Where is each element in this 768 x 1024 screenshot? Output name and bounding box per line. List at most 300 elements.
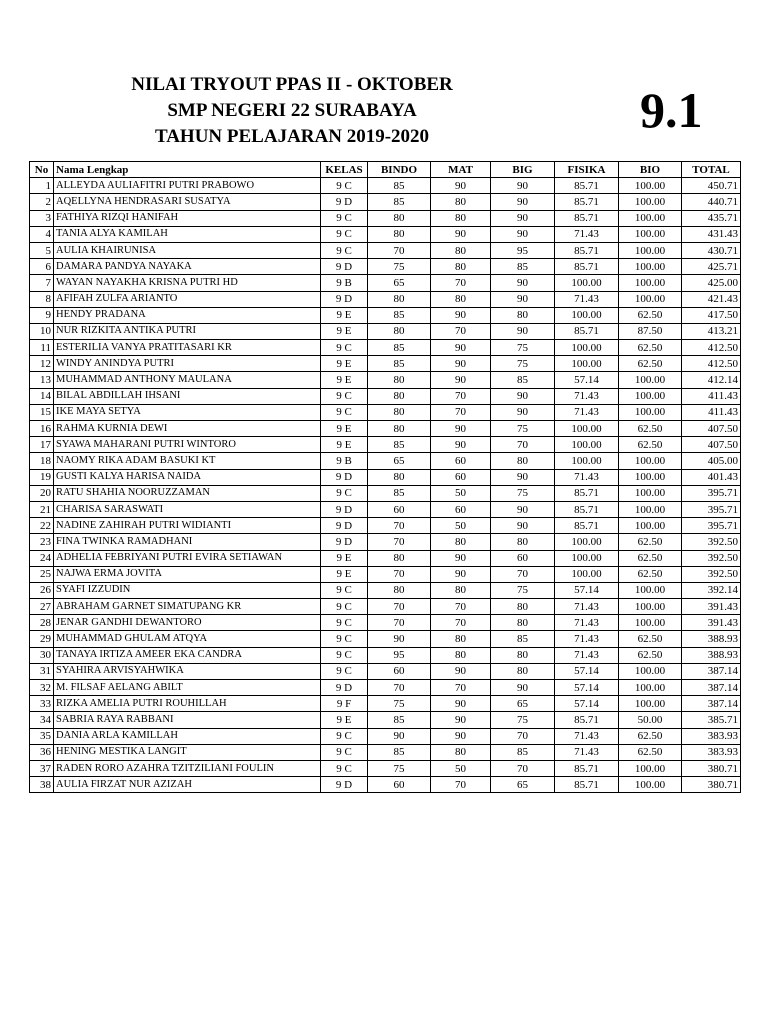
cell-mat: 50 (431, 518, 491, 534)
cell-fisika: 85.71 (555, 210, 619, 226)
table-row (30, 421, 741, 437)
cell-fisika: 85.71 (555, 518, 619, 534)
cell-big: 75 (491, 421, 555, 437)
col-header-kelas: KELAS (321, 162, 368, 178)
cell-name: NAOMY RIKA ADAM BASUKI KT (54, 453, 321, 469)
cell-bio: 100.00 (619, 599, 682, 615)
cell-fisika: 57.14 (555, 372, 619, 388)
cell-bindo: 70 (368, 599, 431, 615)
cell-kelas: 9 D (321, 469, 368, 485)
table-row (30, 712, 741, 728)
document-header (0, 72, 584, 150)
cell-bio: 62.50 (619, 647, 682, 663)
cell-kelas: 9 E (321, 712, 368, 728)
cell-bio: 100.00 (619, 663, 682, 679)
table-row (30, 518, 741, 534)
cell-big: 90 (491, 469, 555, 485)
cell-no: 38 (30, 777, 54, 793)
cell-mat: 70 (431, 388, 491, 404)
cell-name: NUR RIZKITA ANTIKA PUTRI (54, 323, 321, 339)
cell-bindo: 60 (368, 663, 431, 679)
cell-name: RIZKA AMELIA PUTRI ROUHILLAH (54, 696, 321, 712)
col-header-bio: BIO (619, 162, 682, 178)
cell-total: 412.14 (682, 372, 741, 388)
cell-big: 85 (491, 372, 555, 388)
cell-kelas: 9 C (321, 242, 368, 258)
cell-kelas: 9 F (321, 696, 368, 712)
cell-bio: 100.00 (619, 453, 682, 469)
table-row (30, 291, 741, 307)
cell-name: NADINE ZAHIRAH PUTRI WIDIANTI (54, 518, 321, 534)
cell-mat: 90 (431, 356, 491, 372)
cell-bio: 100.00 (619, 178, 682, 194)
cell-big: 90 (491, 680, 555, 696)
cell-kelas: 9 D (321, 291, 368, 307)
cell-bindo: 85 (368, 340, 431, 356)
table-row (30, 469, 741, 485)
cell-bio: 100.00 (619, 696, 682, 712)
cell-mat: 50 (431, 485, 491, 501)
cell-total: 412.50 (682, 340, 741, 356)
cell-kelas: 9 C (321, 647, 368, 663)
cell-kelas: 9 E (321, 323, 368, 339)
table-row (30, 680, 741, 696)
table-row (30, 744, 741, 760)
cell-name: FATHIYA RIZQI HANIFAH (54, 210, 321, 226)
cell-name: GUSTI KALYA HARISA NAIDA (54, 469, 321, 485)
cell-mat: 70 (431, 777, 491, 793)
cell-fisika: 100.00 (555, 356, 619, 372)
cell-name: DAMARA PANDYA NAYAKA (54, 259, 321, 275)
cell-bindo: 80 (368, 582, 431, 598)
cell-bio: 50.00 (619, 712, 682, 728)
cell-big: 80 (491, 534, 555, 550)
cell-total: 407.50 (682, 437, 741, 453)
cell-total: 401.43 (682, 469, 741, 485)
cell-big: 80 (491, 615, 555, 631)
cell-bindo: 75 (368, 696, 431, 712)
cell-mat: 50 (431, 760, 491, 776)
cell-total: 391.43 (682, 615, 741, 631)
cell-no: 6 (30, 259, 54, 275)
table-row (30, 453, 741, 469)
cell-big: 70 (491, 760, 555, 776)
cell-fisika: 85.71 (555, 259, 619, 275)
cell-no: 33 (30, 696, 54, 712)
cell-mat: 90 (431, 372, 491, 388)
table-row (30, 728, 741, 744)
cell-name: RAHMA KURNIA DEWI (54, 421, 321, 437)
cell-bio: 100.00 (619, 291, 682, 307)
cell-total: 391.43 (682, 599, 741, 615)
cell-kelas: 9 B (321, 275, 368, 291)
cell-fisika: 85.71 (555, 178, 619, 194)
cell-fisika: 85.71 (555, 760, 619, 776)
cell-fisika: 57.14 (555, 696, 619, 712)
cell-name: DANIA ARLA KAMILLAH (54, 728, 321, 744)
col-header-fisika: FISIKA (555, 162, 619, 178)
cell-fisika: 71.43 (555, 631, 619, 647)
cell-kelas: 9 C (321, 582, 368, 598)
cell-name: SYAHIRA ARVISYAHWIKA (54, 663, 321, 679)
cell-kelas: 9 C (321, 485, 368, 501)
table-row (30, 647, 741, 663)
cell-name: M. FILSAF AELANG ABILT (54, 680, 321, 696)
cell-kelas: 9 E (321, 437, 368, 453)
cell-total: 407.50 (682, 421, 741, 437)
cell-total: 411.43 (682, 404, 741, 420)
table-row (30, 566, 741, 582)
table-row (30, 259, 741, 275)
cell-kelas: 9 C (321, 388, 368, 404)
cell-big: 75 (491, 712, 555, 728)
cell-fisika: 71.43 (555, 647, 619, 663)
cell-bindo: 85 (368, 437, 431, 453)
cell-fisika: 100.00 (555, 275, 619, 291)
cell-bio: 100.00 (619, 615, 682, 631)
cell-fisika: 71.43 (555, 469, 619, 485)
cell-bio: 100.00 (619, 194, 682, 210)
table-row (30, 226, 741, 242)
cell-bindo: 85 (368, 485, 431, 501)
cell-big: 90 (491, 404, 555, 420)
cell-total: 395.71 (682, 518, 741, 534)
cell-no: 20 (30, 485, 54, 501)
cell-name: HENDY PRADANA (54, 307, 321, 323)
cell-name: SYAWA MAHARANI PUTRI WINTORO (54, 437, 321, 453)
cell-bindo: 80 (368, 550, 431, 566)
cell-mat: 80 (431, 210, 491, 226)
cell-no: 7 (30, 275, 54, 291)
col-header-total: TOTAL (682, 162, 741, 178)
cell-big: 90 (491, 518, 555, 534)
cell-mat: 80 (431, 582, 491, 598)
cell-mat: 90 (431, 696, 491, 712)
cell-bindo: 60 (368, 777, 431, 793)
cell-kelas: 9 D (321, 194, 368, 210)
cell-total: 435.71 (682, 210, 741, 226)
cell-name: TANAYA IRTIZA AMEER EKA CANDRA (54, 647, 321, 663)
cell-total: 388.93 (682, 631, 741, 647)
table-row (30, 242, 741, 258)
cell-big: 90 (491, 388, 555, 404)
cell-total: 413.21 (682, 323, 741, 339)
cell-no: 31 (30, 663, 54, 679)
cell-kelas: 9 C (321, 178, 368, 194)
cell-no: 16 (30, 421, 54, 437)
cell-big: 80 (491, 307, 555, 323)
cell-bio: 100.00 (619, 469, 682, 485)
cell-total: 387.14 (682, 696, 741, 712)
cell-name: HENING MESTIKA LANGIT (54, 744, 321, 760)
cell-fisika: 57.14 (555, 582, 619, 598)
cell-big: 90 (491, 275, 555, 291)
cell-name: SYAFI IZZUDIN (54, 582, 321, 598)
cell-big: 80 (491, 453, 555, 469)
cell-bindo: 80 (368, 291, 431, 307)
cell-total: 417.50 (682, 307, 741, 323)
cell-fisika: 100.00 (555, 453, 619, 469)
cell-kelas: 9 C (321, 210, 368, 226)
cell-fisika: 85.71 (555, 777, 619, 793)
cell-bindo: 70 (368, 615, 431, 631)
cell-big: 75 (491, 340, 555, 356)
cell-big: 90 (491, 178, 555, 194)
cell-mat: 90 (431, 307, 491, 323)
cell-big: 80 (491, 599, 555, 615)
cell-bindo: 65 (368, 453, 431, 469)
cell-no: 32 (30, 680, 54, 696)
cell-mat: 90 (431, 712, 491, 728)
cell-bio: 62.50 (619, 421, 682, 437)
cell-kelas: 9 E (321, 307, 368, 323)
table-row (30, 760, 741, 776)
cell-bio: 100.00 (619, 388, 682, 404)
cell-bio: 100.00 (619, 275, 682, 291)
cell-total: 450.71 (682, 178, 741, 194)
cell-bio: 100.00 (619, 582, 682, 598)
cell-bindo: 80 (368, 469, 431, 485)
cell-no: 17 (30, 437, 54, 453)
class-code: 9.1 (640, 82, 703, 138)
cell-mat: 90 (431, 421, 491, 437)
cell-fisika: 85.71 (555, 242, 619, 258)
cell-no: 2 (30, 194, 54, 210)
table-row (30, 404, 741, 420)
cell-total: 405.00 (682, 453, 741, 469)
cell-kelas: 9 D (321, 259, 368, 275)
cell-mat: 70 (431, 599, 491, 615)
table-row (30, 534, 741, 550)
cell-fisika: 85.71 (555, 323, 619, 339)
cell-name: AFIFAH ZULFA ARIANTO (54, 291, 321, 307)
table-row (30, 323, 741, 339)
table-row (30, 777, 741, 793)
cell-total: 425.71 (682, 259, 741, 275)
cell-name: TANIA ALYA KAMILAH (54, 226, 321, 242)
cell-mat: 90 (431, 226, 491, 242)
cell-no: 4 (30, 226, 54, 242)
cell-big: 75 (491, 582, 555, 598)
cell-name: RATU SHAHIA NOORUZZAMAN (54, 485, 321, 501)
cell-no: 37 (30, 760, 54, 776)
cell-mat: 80 (431, 647, 491, 663)
cell-name: MUHAMMAD GHULAM ATQYA (54, 631, 321, 647)
cell-bindo: 80 (368, 372, 431, 388)
cell-kelas: 9 C (321, 744, 368, 760)
cell-kelas: 9 C (321, 226, 368, 242)
cell-kelas: 9 C (321, 599, 368, 615)
cell-no: 1 (30, 178, 54, 194)
cell-mat: 90 (431, 566, 491, 582)
cell-big: 70 (491, 728, 555, 744)
cell-big: 60 (491, 550, 555, 566)
table-row (30, 340, 741, 356)
table-row (30, 437, 741, 453)
cell-fisika: 71.43 (555, 599, 619, 615)
cell-bindo: 75 (368, 760, 431, 776)
table-row (30, 550, 741, 566)
cell-mat: 70 (431, 680, 491, 696)
cell-bindo: 85 (368, 307, 431, 323)
cell-no: 22 (30, 518, 54, 534)
cell-total: 380.71 (682, 760, 741, 776)
cell-big: 80 (491, 663, 555, 679)
cell-total: 425.00 (682, 275, 741, 291)
cell-fisika: 71.43 (555, 404, 619, 420)
cell-total: 385.71 (682, 712, 741, 728)
cell-mat: 60 (431, 453, 491, 469)
cell-kelas: 9 C (321, 760, 368, 776)
cell-mat: 80 (431, 259, 491, 275)
cell-no: 12 (30, 356, 54, 372)
cell-name: ADHELIA FEBRIYANI PUTRI EVIRA SETIAWAN (54, 550, 321, 566)
cell-bio: 62.50 (619, 566, 682, 582)
cell-bindo: 85 (368, 744, 431, 760)
cell-name: ESTERILIA VANYA PRATITASARI KR (54, 340, 321, 356)
cell-kelas: 9 C (321, 631, 368, 647)
cell-bindo: 80 (368, 226, 431, 242)
cell-fisika: 71.43 (555, 728, 619, 744)
table-row (30, 275, 741, 291)
cell-bio: 62.50 (619, 728, 682, 744)
cell-bindo: 80 (368, 388, 431, 404)
cell-kelas: 9 D (321, 534, 368, 550)
cell-total: 412.50 (682, 356, 741, 372)
cell-kelas: 9 E (321, 421, 368, 437)
cell-name: AULIA FIRZAT NUR AZIZAH (54, 777, 321, 793)
cell-name: FINA TWINKA RAMADHANI (54, 534, 321, 550)
cell-no: 29 (30, 631, 54, 647)
table-row (30, 631, 741, 647)
cell-fisika: 71.43 (555, 388, 619, 404)
table-row (30, 356, 741, 372)
cell-big: 90 (491, 323, 555, 339)
cell-fisika: 71.43 (555, 744, 619, 760)
cell-name: IKE MAYA SETYA (54, 404, 321, 420)
cell-no: 11 (30, 340, 54, 356)
cell-bindo: 60 (368, 501, 431, 517)
cell-total: 387.14 (682, 663, 741, 679)
cell-mat: 70 (431, 323, 491, 339)
cell-bio: 62.50 (619, 744, 682, 760)
cell-total: 392.50 (682, 534, 741, 550)
cell-bindo: 80 (368, 323, 431, 339)
cell-big: 70 (491, 566, 555, 582)
table-header-row (30, 162, 741, 178)
cell-kelas: 9 C (321, 663, 368, 679)
cell-big: 90 (491, 194, 555, 210)
cell-fisika: 85.71 (555, 485, 619, 501)
table-row (30, 696, 741, 712)
cell-fisika: 100.00 (555, 566, 619, 582)
cell-kelas: 9 C (321, 340, 368, 356)
cell-total: 392.50 (682, 550, 741, 566)
cell-big: 80 (491, 647, 555, 663)
cell-bio: 62.50 (619, 534, 682, 550)
cell-kelas: 9 E (321, 356, 368, 372)
cell-mat: 80 (431, 534, 491, 550)
cell-bindo: 80 (368, 210, 431, 226)
cell-name: MUHAMMAD ANTHONY MAULANA (54, 372, 321, 388)
cell-mat: 80 (431, 194, 491, 210)
cell-bio: 100.00 (619, 760, 682, 776)
cell-kelas: 9 E (321, 372, 368, 388)
cell-big: 75 (491, 356, 555, 372)
table-row (30, 307, 741, 323)
table-row (30, 582, 741, 598)
cell-no: 26 (30, 582, 54, 598)
cell-kelas: 9 D (321, 518, 368, 534)
cell-kelas: 9 E (321, 550, 368, 566)
cell-bindo: 70 (368, 518, 431, 534)
cell-kelas: 9 D (321, 777, 368, 793)
cell-no: 27 (30, 599, 54, 615)
cell-no: 19 (30, 469, 54, 485)
cell-total: 383.93 (682, 728, 741, 744)
cell-mat: 70 (431, 404, 491, 420)
cell-total: 395.71 (682, 501, 741, 517)
cell-no: 36 (30, 744, 54, 760)
table-row (30, 485, 741, 501)
cell-bio: 100.00 (619, 404, 682, 420)
cell-kelas: 9 D (321, 501, 368, 517)
cell-mat: 80 (431, 744, 491, 760)
cell-big: 90 (491, 501, 555, 517)
cell-bio: 100.00 (619, 259, 682, 275)
cell-mat: 80 (431, 631, 491, 647)
col-header-no: No (30, 162, 54, 178)
cell-no: 34 (30, 712, 54, 728)
cell-bio: 100.00 (619, 518, 682, 534)
table-row (30, 372, 741, 388)
cell-total: 388.93 (682, 647, 741, 663)
cell-no: 3 (30, 210, 54, 226)
cell-kelas: 9 D (321, 680, 368, 696)
cell-fisika: 57.14 (555, 663, 619, 679)
cell-fisika: 85.71 (555, 501, 619, 517)
cell-name: NAJWA ERMA JOVITA (54, 566, 321, 582)
cell-big: 65 (491, 777, 555, 793)
cell-total: 430.71 (682, 242, 741, 258)
cell-no: 30 (30, 647, 54, 663)
cell-no: 10 (30, 323, 54, 339)
cell-bio: 100.00 (619, 210, 682, 226)
cell-bindo: 80 (368, 404, 431, 420)
cell-bio: 100.00 (619, 242, 682, 258)
table-row (30, 178, 741, 194)
cell-fisika: 71.43 (555, 226, 619, 242)
cell-name: CHARISA SARASWATI (54, 501, 321, 517)
cell-big: 90 (491, 291, 555, 307)
cell-no: 25 (30, 566, 54, 582)
cell-bindo: 90 (368, 631, 431, 647)
cell-bio: 62.50 (619, 631, 682, 647)
cell-no: 35 (30, 728, 54, 744)
cell-fisika: 100.00 (555, 307, 619, 323)
cell-name: WINDY ANINDYA PUTRI (54, 356, 321, 372)
cell-total: 387.14 (682, 680, 741, 696)
table-row (30, 663, 741, 679)
cell-fisika: 71.43 (555, 615, 619, 631)
cell-name: BILAL ABDILLAH IHSANI (54, 388, 321, 404)
cell-no: 18 (30, 453, 54, 469)
cell-kelas: 9 C (321, 728, 368, 744)
table-row (30, 210, 741, 226)
cell-bio: 100.00 (619, 485, 682, 501)
cell-bindo: 80 (368, 421, 431, 437)
cell-mat: 70 (431, 615, 491, 631)
